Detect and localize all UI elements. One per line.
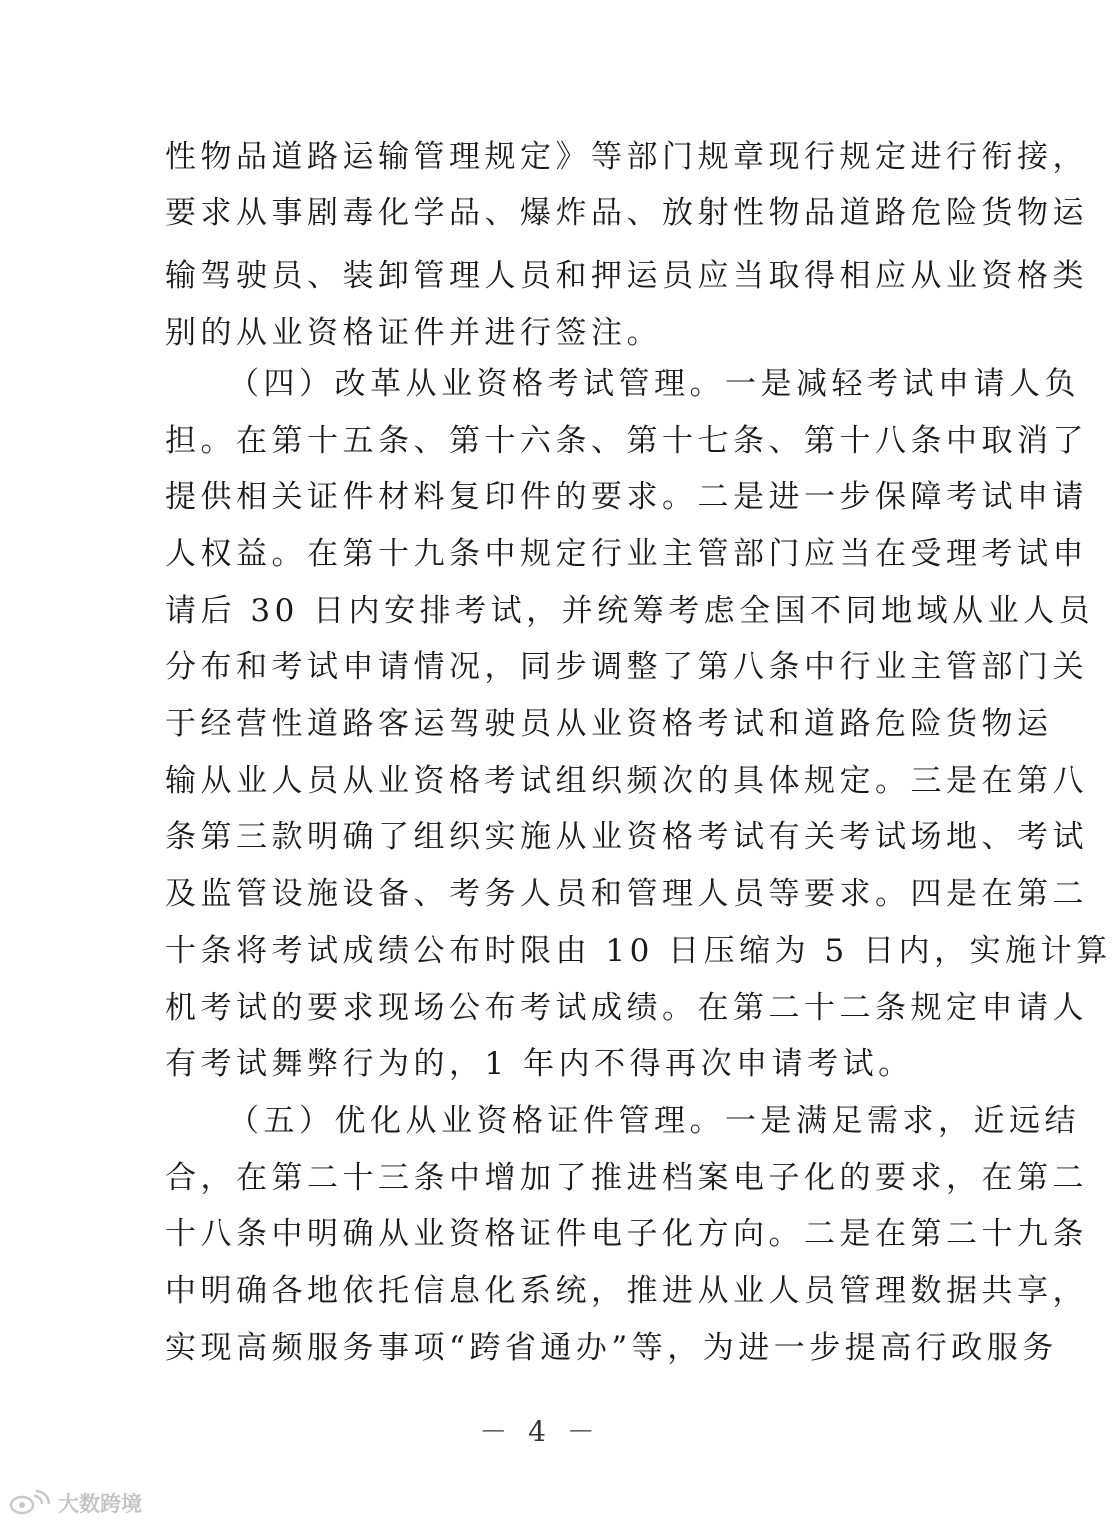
text-line: 人权益。在第十九条中规定行业主管部门应当在受理考试申 [165, 536, 1088, 572]
text-line: 条第三款明确了组织实施从业资格考试有关考试场地、考试 [165, 819, 1088, 855]
text-line: 输从业人员从业资格考试组织频次的具体规定。三是在第八 [165, 763, 1088, 799]
text-line: 请后 30 日内安排考试，并统筹考虑全国不同地域从业人员 [165, 593, 1095, 629]
text-line: 中明确各地依托信息化系统，推进从业人员管理数据共享， [165, 1273, 1088, 1309]
page-number: － 4 － [479, 1415, 601, 1448]
text-line: 分布和考试申请情况，同步调整了第八条中行业主管部门关 [165, 649, 1088, 685]
text-line: 性物品道路运输管理规定》等部门规章现行规定进行衔接， [165, 139, 1088, 175]
text-line: 有考试舞弊行为的，1 年内不得再次申请考试。 [165, 1046, 914, 1082]
section-4-heading-line: （四）改革从业资格考试管理。一是减轻考试申请人负 [228, 366, 1080, 402]
text-line: 担。在第十五条、第十六条、第十七条、第十八条中取消了 [165, 423, 1088, 459]
text-line: 输驾驶员、装卸管理人员和押运员应当取得相应从业资格类 [165, 258, 1088, 294]
text-line: 于经营性道路客运驾驶员从业资格考试和道路危险货物运 [165, 706, 1053, 742]
text-line: 机考试的要求现场公布考试成绩。在第二十二条规定申请人 [165, 990, 1088, 1026]
text-line: 及监管设施设备、考务人员和管理人员等要求。四是在第二 [165, 876, 1088, 912]
text-line: 要求从事剧毒化学品、爆炸品、放射性物品道路危险货物运 [165, 195, 1088, 231]
text-line: 别的从业资格证件并进行签注。 [165, 315, 662, 351]
text-line: 十八条中明确从业资格证件电子化方向。二是在第二十九条 [165, 1216, 1088, 1252]
section-5-heading-line: （五）优化从业资格证件管理。一是满足需求，近远结 [228, 1103, 1080, 1139]
watermark [8, 1487, 142, 1519]
text-line: 合，在第二十三条中增加了推进档案电子化的要求，在第二 [165, 1160, 1088, 1196]
watermark-text: 大数跨境 [58, 1492, 142, 1516]
text-line: 提供相关证件材料复印件的要求。二是进一步保障考试申请 [165, 479, 1088, 515]
weibo-style-logo-icon [8, 1490, 52, 1516]
text-line: 十条将考试成绩公布时限由 10 日压缩为 5 日内，实施计算 [165, 933, 1112, 969]
text-line: 实现高频服务事项“跨省通办”等，为进一步提高行政服务 [165, 1330, 1058, 1366]
